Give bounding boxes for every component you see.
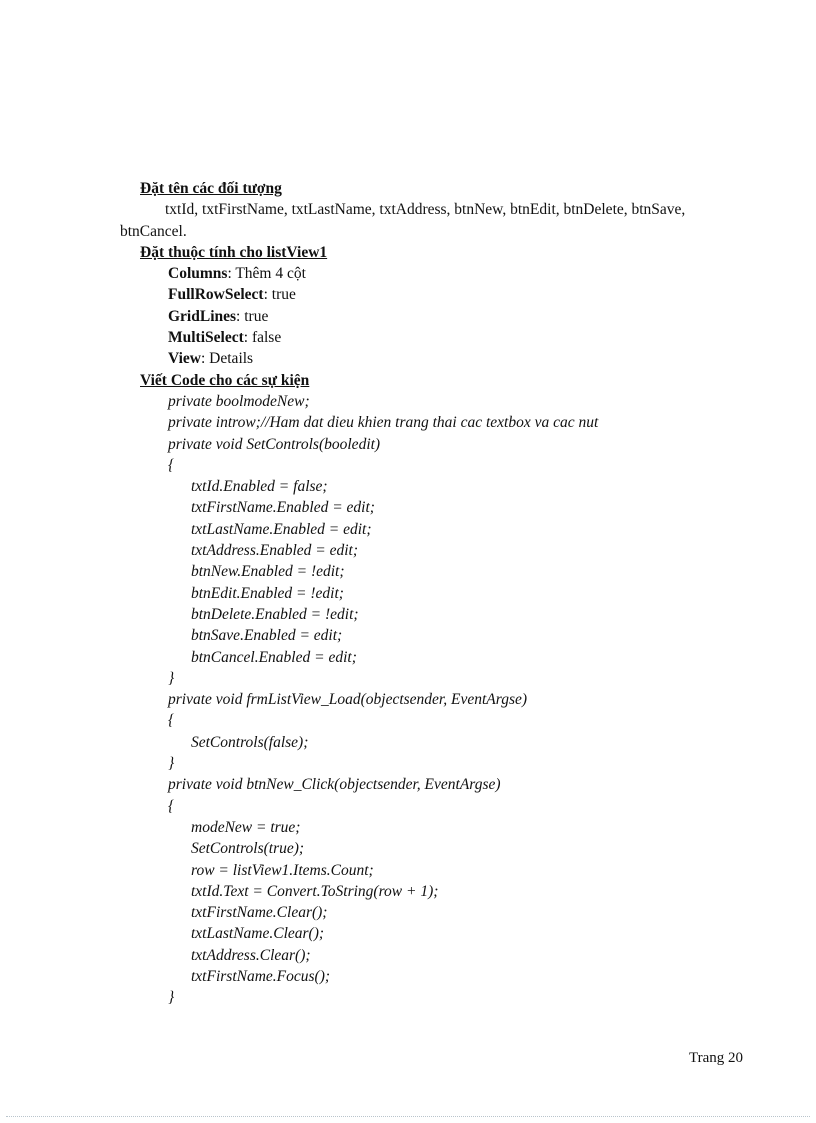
- property-name: MultiSelect: [168, 329, 244, 347]
- property-name: GridLines: [168, 307, 237, 325]
- code-line: modeNew = true;: [191, 818, 301, 836]
- page-bottom-divider: [6, 1116, 810, 1117]
- property-line: [168, 284, 740, 305]
- code-line: private introw;//Ham dat dieu khien trang thai cac textbox va cac nut: [168, 414, 599, 432]
- property-value: : true: [263, 286, 296, 304]
- property-line: [168, 348, 740, 369]
- code-line: txtId.Text = Convert.ToString(row + 1);: [191, 882, 439, 900]
- property-line: [168, 327, 740, 348]
- code-line: }: [168, 989, 175, 1007]
- section-heading-code: Viết Code cho các sự kiện: [140, 371, 310, 389]
- property-line: [168, 306, 740, 327]
- property-value: : Thêm 4 cột: [227, 265, 306, 283]
- code-line: txtId.Enabled = false;: [191, 478, 328, 496]
- code-line: btnEdit.Enabled = !edit;: [191, 584, 344, 602]
- code-line: private boolmodeNew;: [168, 392, 310, 410]
- code-line: {: [168, 712, 175, 730]
- property-line: [168, 263, 740, 284]
- code-line: }: [168, 669, 175, 687]
- code-line: txtFirstName.Enabled = edit;: [191, 499, 375, 517]
- code-line: {: [168, 456, 175, 474]
- code-line: txtLastName.Clear();: [191, 925, 325, 943]
- code-line: }: [168, 755, 175, 773]
- property-name: FullRowSelect: [168, 286, 264, 304]
- property-list: [168, 263, 740, 369]
- code-line: txtFirstName.Clear();: [191, 904, 328, 922]
- code-line: private void SetControls(booledit): [168, 435, 381, 453]
- code-line: btnNew.Enabled = !edit;: [191, 563, 345, 581]
- code-line: SetControls(false);: [191, 733, 309, 751]
- page-number: Trang 20: [688, 1050, 743, 1066]
- property-name: Columns: [168, 265, 228, 283]
- page-content: [120, 178, 740, 1009]
- code-line: SetControls(true);: [191, 840, 305, 858]
- code-line: txtAddress.Enabled = edit;: [191, 542, 359, 560]
- section-heading-naming: Đặt tên các đối tượng: [140, 180, 282, 197]
- property-value: : false: [243, 329, 282, 347]
- section-heading-listview: Đặt thuộc tính cho listView1: [140, 243, 328, 261]
- code-line: btnCancel.Enabled = edit;: [191, 648, 357, 666]
- property-value: : true: [236, 307, 269, 325]
- code-line: btnSave.Enabled = edit;: [191, 627, 343, 645]
- property-value: : Details: [201, 350, 254, 368]
- code-line: btnDelete.Enabled = !edit;: [191, 605, 359, 623]
- code-line: txtLastName.Enabled = edit;: [191, 520, 372, 538]
- property-name: View: [168, 350, 201, 368]
- code-line: row = listView1.Items.Count;: [191, 861, 374, 879]
- code-line: {: [168, 797, 175, 815]
- code-line: private void frmListView_Load(objectsender, EventArgse): [168, 691, 528, 709]
- code-line: private void btnNew_Click(objectsender, EventArgse): [168, 776, 501, 794]
- naming-paragraph: txtId, txtFirstName, txtLastName, txtAddress, btnNew, btnEdit, btnDelete, btnSave, btnCancel.: [120, 201, 686, 240]
- code-line: txtFirstName.Focus();: [191, 967, 331, 985]
- code-line: txtAddress.Clear();: [191, 946, 311, 964]
- code-block: [168, 391, 740, 1009]
